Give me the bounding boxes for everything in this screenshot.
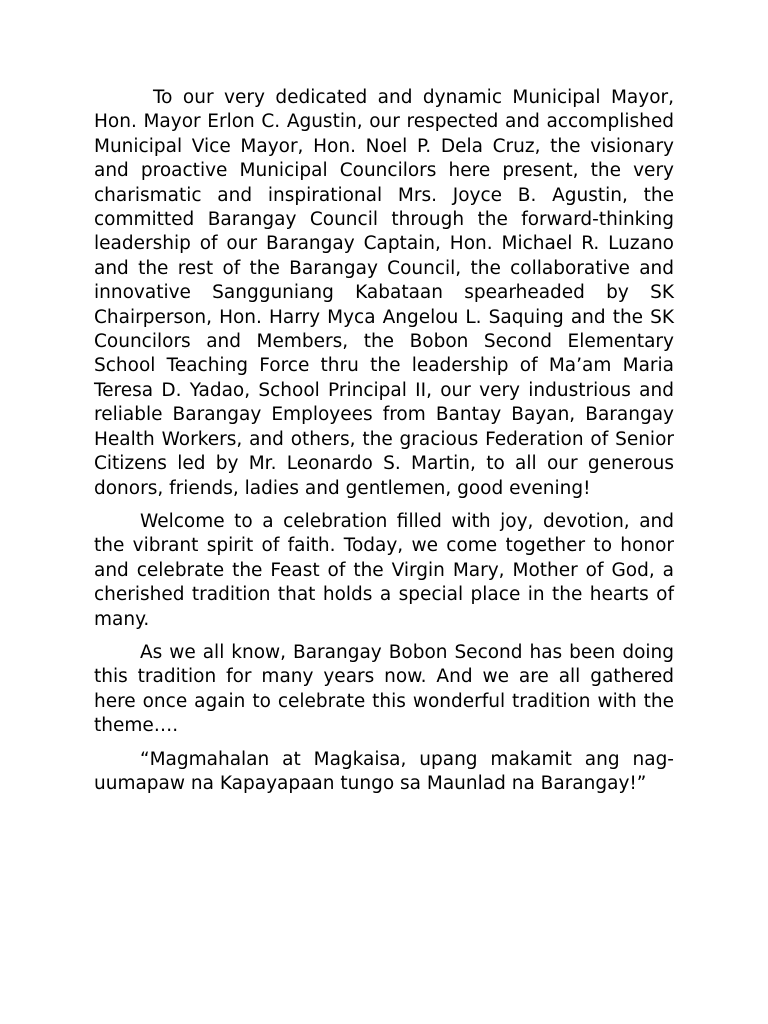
paragraph-welcome: Welcome to a celebration filled with joy, devotion, and the vibrant spirit of faith. Today, we come together to honor and celebrate the Feast of the Virgin Mary, Mother of God, a cherished tradition that holds a special place in the hearts of many. [94,510,674,630]
paragraph-theme: “Magmahalan at Magkaisa, upang makamit ang nag-uumapaw na Kapayapaan tungo sa Maunlad na Barangay!” [94,748,674,794]
paragraph-greetings: To our very dedicated and dynamic Municipal Mayor, Hon. Mayor Erlon C. Agustin, our respected and accomplished Municipal Vice Mayor, Hon. Noel P. Dela Cruz, the visionary and proactive Municipal Councilors here present, the very charismatic and inspirational Mrs. Joyce B. Agustin, the committed Barangay Council through the forward-thinking leadership of our Barangay Captain, Hon. Michael R. Luzano and the rest of the Barangay Council, the collaborative and innovative Sangguniang Kabataan spearheaded by SK Chairperson, Hon. Harry Myca Angelou L. Saquing and the SK Councilors and Members, the Bobon Second Elementary School Teaching Force thru the leadership of Ma’am Maria Teresa D. Yadao, School Principal II, our very industrious and reliable Barangay Employees from Bantay Bayan, Barangay Health Workers, and others, the gracious Federation of Senior Citizens led by Mr. Leonardo S. Martin, to all our generous donors, friends, ladies and gentlemen, good evening! [94,87,674,499]
document-body [94,86,674,805]
paragraph-tradition: As we all know, Barangay Bobon Second has been doing this tradition for many years now. And we are all gathered here once again to celebrate this wonderful tradition with the theme…. [94,641,674,737]
